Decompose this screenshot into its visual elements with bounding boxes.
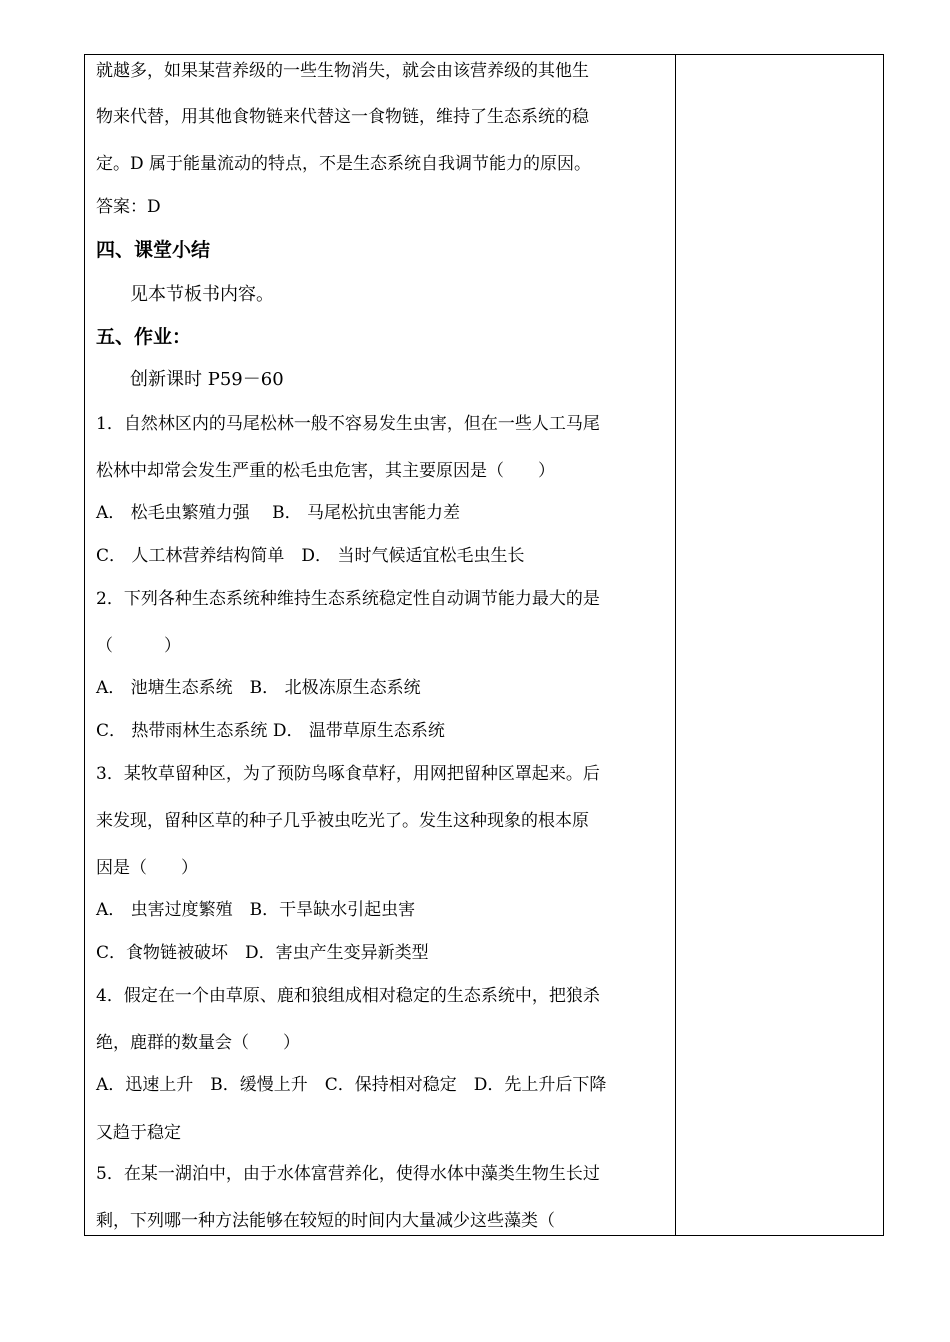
question-2-stem: （ ）: [96, 636, 181, 656]
question-3-option: C．食物链被破坏 D．害虫产生变异新类型: [96, 943, 429, 963]
question-5-stem: 剩，下列哪一种方法能够在较短的时间内大量减少这些藻类（: [96, 1211, 555, 1231]
question-4-stem: 绝，鹿群的数量会（ ）: [96, 1033, 300, 1053]
section-heading-summary: 四、课堂小结: [96, 239, 211, 261]
paragraph-line: 就越多，如果某营养级的一些生物消失，就会由该营养级的其他生: [96, 61, 589, 81]
question-3-stem: 来发现，留种区草的种子几乎被虫吃光了。发生这种现象的根本原: [96, 811, 589, 831]
question-3-stem: 因是（ ）: [96, 858, 198, 878]
question-4-option: 又趋于稳定: [96, 1123, 181, 1143]
question-1-stem: 松林中却常会发生严重的松毛虫危害，其主要原因是（ ）: [96, 461, 555, 481]
question-1-stem: 1．自然林区内的马尾松林一般不容易发生虫害，但在一些人工马尾: [96, 414, 600, 434]
paragraph-line: 定。D 属于能量流动的特点，不是生态系统自我调节能力的原因。: [96, 154, 592, 174]
question-5-stem: 5．在某一湖泊中，由于水体富营养化，使得水体中藻类生物生长过: [96, 1164, 600, 1184]
notes-column: [676, 55, 883, 1235]
content-table: [84, 54, 884, 1236]
section-heading-homework: 五、作业：: [96, 326, 192, 348]
question-2-stem: 2．下列各种生态系统种维持生态系统稳定性自动调节能力最大的是: [96, 589, 600, 609]
question-4-stem: 4．假定在一个由草原、鹿和狼组成相对稳定的生态系统中，把狼杀: [96, 986, 600, 1006]
homework-assignment: 创新课时 P59－60: [130, 369, 284, 390]
paragraph-line: 物来代替，用其他食物链来代替这一食物链，维持了生态系统的稳: [96, 107, 589, 127]
summary-content: 见本节板书内容。: [130, 284, 274, 305]
question-2-option: C． 热带雨林生态系统 D． 温带草原生态系统: [96, 721, 445, 741]
question-3-stem: 3．某牧草留种区，为了预防鸟啄食草籽，用网把留种区罩起来。后: [96, 764, 600, 784]
question-1-option: A． 松毛虫繁殖力强 B． 马尾松抗虫害能力差: [96, 503, 460, 523]
question-1-option: C． 人工林营养结构简单 D． 当时气候适宜松毛虫生长: [96, 546, 525, 566]
answer-line: 答案：D: [96, 197, 161, 217]
question-3-option: A． 虫害过度繁殖 B．干旱缺水引起虫害: [96, 900, 416, 920]
question-2-option: A． 池塘生态系统 B． 北极冻原生态系统: [96, 678, 421, 698]
question-4-option: A．迅速上升 B．缓慢上升 C．保持相对稳定 D．先上升后下降: [96, 1075, 607, 1095]
